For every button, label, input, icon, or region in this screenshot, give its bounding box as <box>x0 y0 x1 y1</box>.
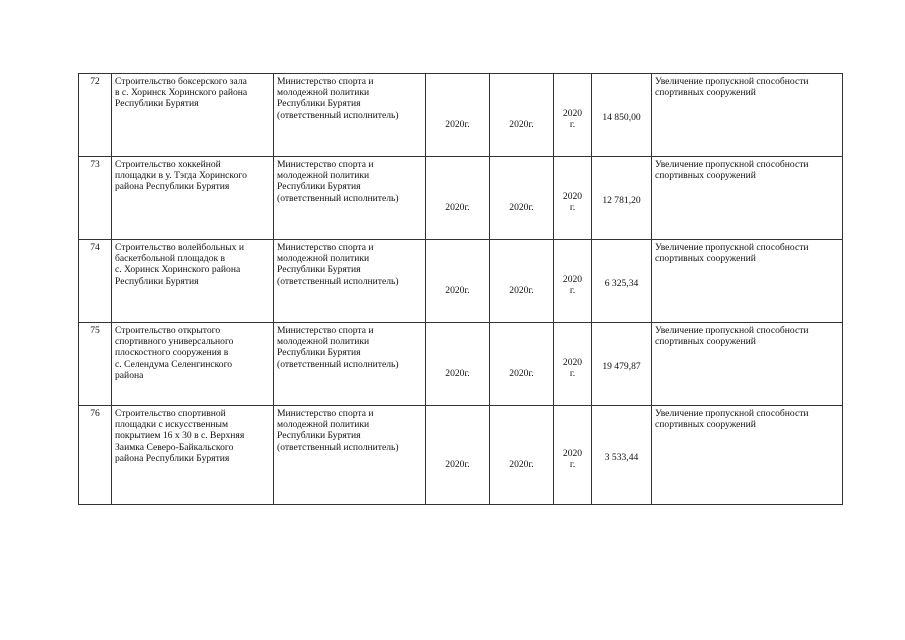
funding-sum: 3 533,44 <box>604 452 639 464</box>
end-date-cell <box>490 406 554 505</box>
year-value <box>563 100 582 130</box>
funding-sum-cell <box>592 74 652 157</box>
year-line: г. <box>569 368 576 379</box>
funding-sum: 14 850,00 <box>602 112 641 124</box>
table-row <box>79 323 843 406</box>
expected-result-cell <box>652 323 843 406</box>
row-number-cell <box>79 406 112 505</box>
project-name-line: Строительство хоккейной <box>115 159 221 170</box>
expected-result-line: Увеличение пропускной способности <box>655 325 809 336</box>
row-number: 72 <box>90 76 100 87</box>
year-line: 2020 <box>562 447 583 459</box>
end-date: 2020г. <box>509 459 534 471</box>
project-name-line: с. Хоринск Хоринского района <box>115 264 241 276</box>
end-date-cell <box>490 157 554 240</box>
project-name-line: Строительство боксерского зала <box>115 76 247 87</box>
executor-line: Министерство спорта и <box>277 242 374 253</box>
row-number: 74 <box>90 242 100 253</box>
project-name-line: спортивного универсального <box>115 336 234 348</box>
start-date: 2020г. <box>445 368 470 380</box>
executor-line: молодежной политики <box>277 419 370 431</box>
executor-line: (ответственный исполнитель) <box>277 275 399 287</box>
funding-sum: 12 781,20 <box>602 195 641 207</box>
project-name-cell <box>112 240 274 323</box>
funding-sum-cell <box>592 406 652 505</box>
year-line: 2020 <box>562 356 583 368</box>
table-row <box>79 74 843 157</box>
expected-result-line: Увеличение пропускной способности <box>655 242 809 253</box>
executor-line: Министерство спорта и <box>277 325 374 336</box>
expected-result-cell <box>652 74 843 157</box>
project-name-line: района Республики Бурятия <box>115 181 230 193</box>
funding-sum: 6 325,34 <box>604 278 639 290</box>
expected-result-line: спортивных сооружений <box>655 253 756 265</box>
project-name-line: района <box>115 369 144 381</box>
expected-result-cell <box>652 157 843 240</box>
executor-line: (ответственный исполнитель) <box>277 358 399 370</box>
project-name-line: покрытием 16 х 30 в с. Верхняя <box>115 430 245 442</box>
year-cell <box>554 323 592 406</box>
expected-result-line: спортивных сооружений <box>655 336 756 348</box>
expected-result-line: Увеличение пропускной способности <box>655 159 809 170</box>
funding-sum-cell <box>592 323 652 406</box>
project-name-line: площадки с искусственным <box>115 419 229 431</box>
executor-cell <box>274 406 426 505</box>
executor-line: Республики Бурятия <box>277 430 361 442</box>
funding-sum: 19 479,87 <box>602 361 641 373</box>
executor-line: (ответственный исполнитель) <box>277 192 399 204</box>
project-name-line: Строительство открытого <box>115 325 221 336</box>
program-table <box>78 73 843 505</box>
start-date: 2020г. <box>445 285 470 297</box>
project-name-line: района Республики Бурятия <box>115 452 230 464</box>
year-line: 2020 <box>562 107 583 119</box>
year-line: 2020 <box>562 273 583 285</box>
start-date-cell <box>426 74 490 157</box>
executor-line: Министерство спорта и <box>277 159 374 170</box>
start-date-cell <box>426 323 490 406</box>
year-cell <box>554 406 592 505</box>
project-name-line: Республики Бурятия <box>115 98 199 110</box>
executor-line: Республики Бурятия <box>277 98 361 110</box>
year-cell <box>554 157 592 240</box>
row-number: 75 <box>90 325 100 336</box>
row-number-cell <box>79 74 112 157</box>
project-name-cell <box>112 323 274 406</box>
funding-sum-cell <box>592 157 652 240</box>
row-number-cell <box>79 240 112 323</box>
expected-result-line: Увеличение пропускной способности <box>655 76 809 87</box>
executor-cell <box>274 74 426 157</box>
project-name-line: баскетбольной площадок в <box>115 253 226 265</box>
project-name-line: Строительство волейбольных и <box>115 242 244 253</box>
start-date: 2020г. <box>445 119 470 131</box>
executor-line: Министерство спорта и <box>277 76 374 87</box>
executor-cell <box>274 157 426 240</box>
project-name-line: Республики Бурятия <box>115 275 199 287</box>
expected-result-line: спортивных сооружений <box>655 87 756 99</box>
year-line: г. <box>569 459 576 470</box>
year-line: г. <box>569 202 576 213</box>
table-row <box>79 240 843 323</box>
row-number: 76 <box>90 408 100 419</box>
expected-result-cell <box>652 240 843 323</box>
year-value <box>563 349 582 379</box>
project-name-cell <box>112 157 274 240</box>
executor-line: молодежной политики <box>277 336 370 348</box>
executor-line: Республики Бурятия <box>277 181 361 193</box>
start-date-cell <box>426 157 490 240</box>
executor-line: (ответственный исполнитель) <box>277 441 399 453</box>
year-line: 2020 <box>562 190 583 202</box>
funding-sum-cell <box>592 240 652 323</box>
executor-line: Министерство спорта и <box>277 408 374 419</box>
year-value <box>563 440 582 470</box>
executor-line: Республики Бурятия <box>277 264 361 276</box>
start-date-cell <box>426 406 490 505</box>
year-line: г. <box>569 285 576 296</box>
project-name-line: площадки в у. Тэгда Хоринского <box>115 170 247 182</box>
project-name-line: плоскостного сооружения в <box>115 347 229 359</box>
table-row <box>79 157 843 240</box>
end-date: 2020г. <box>509 368 534 380</box>
start-date: 2020г. <box>445 459 470 471</box>
executor-line: Республики Бурятия <box>277 347 361 359</box>
end-date-cell <box>490 74 554 157</box>
executor-line: молодежной политики <box>277 170 370 182</box>
year-cell <box>554 74 592 157</box>
executor-line: (ответственный исполнитель) <box>277 109 399 121</box>
end-date-cell <box>490 240 554 323</box>
table-body <box>79 74 843 505</box>
project-name-cell <box>112 406 274 505</box>
project-name-line: с. Селендума Селенгинского <box>115 358 233 370</box>
end-date: 2020г. <box>509 285 534 297</box>
executor-line: молодежной политики <box>277 253 370 265</box>
row-number-cell <box>79 157 112 240</box>
year-value <box>563 266 582 296</box>
row-number: 73 <box>90 159 100 170</box>
start-date-cell <box>426 240 490 323</box>
start-date: 2020г. <box>445 202 470 214</box>
executor-cell <box>274 323 426 406</box>
year-value <box>563 183 582 213</box>
project-name-line: Строительство спортивной <box>115 408 226 419</box>
executor-line: молодежной политики <box>277 87 370 99</box>
expected-result-cell <box>652 406 843 505</box>
end-date: 2020г. <box>509 119 534 131</box>
end-date-cell <box>490 323 554 406</box>
project-name-line: в с. Хоринск Хоринского района <box>115 87 248 99</box>
end-date: 2020г. <box>509 202 534 214</box>
year-line: г. <box>569 119 576 130</box>
year-cell <box>554 240 592 323</box>
project-name-line: Заимка Северо-Байкальского <box>115 441 234 453</box>
table-row <box>79 406 843 505</box>
expected-result-line: спортивных сооружений <box>655 170 756 182</box>
row-number-cell <box>79 323 112 406</box>
expected-result-line: спортивных сооружений <box>655 419 756 431</box>
expected-result-line: Увеличение пропускной способности <box>655 408 809 419</box>
project-name-cell <box>112 74 274 157</box>
executor-cell <box>274 240 426 323</box>
